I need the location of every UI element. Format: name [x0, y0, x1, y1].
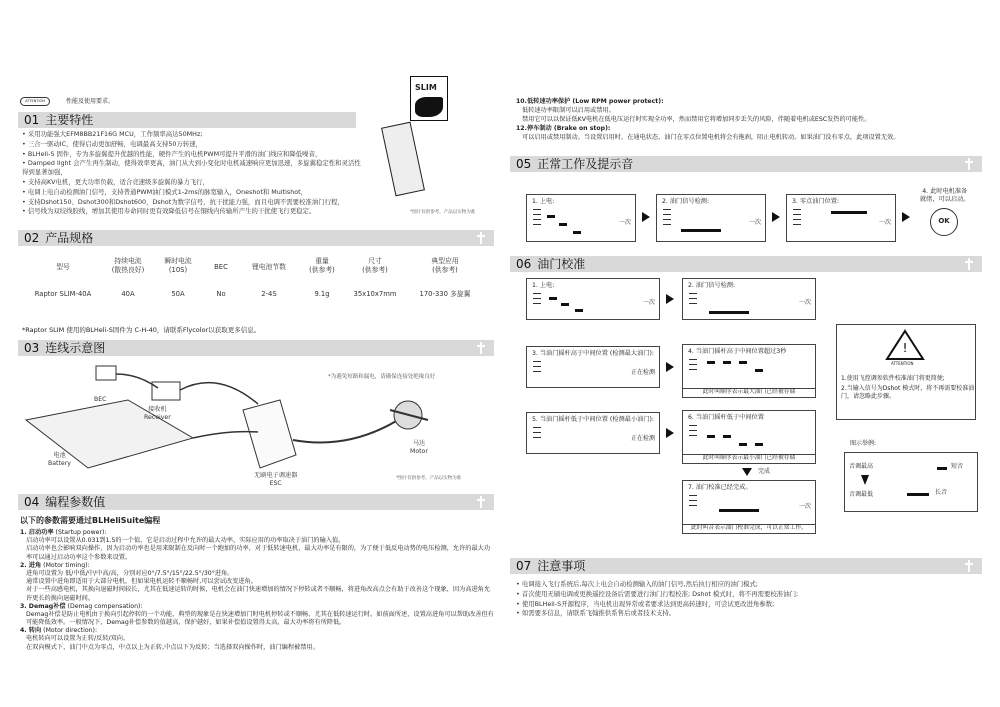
spec-note: *Raptor SLIM 使用的BLHeli-S固件为 C-H-40，请联系Flycolor以获取更多信息。 [22, 326, 261, 334]
tone-box-signal-detect: 2. 油门信号检测: 一次 [656, 194, 766, 242]
table-cell: 2-4S [261, 290, 277, 298]
arrow-icon [666, 294, 674, 304]
battery-label: 电池 Battery [48, 452, 71, 468]
note-line: 2.当输入信号为Dshot 模式时，将不再需要校准油门，请忽略此步骤。 [841, 385, 975, 401]
section-title: 连线示意图 [45, 340, 106, 355]
feature-list [22, 130, 362, 217]
table-cell: Raptor SLIM-40A [34, 290, 92, 298]
caption: 此时叫顺序表示最小油门已经被存储 [683, 454, 815, 463]
wiring-tip: *为避免短路和漏电，请确保连接处绝缘良好 [328, 374, 436, 380]
param-row: 禁用它可以以保证低KV电机在低电压运行时实现全功率，然而禁用它将增加同步丢失的风险，伴随着电机或ESC发热的可能性。 [522, 115, 871, 123]
calib-box-max-stored: 4. 当油门摇杆高于中间位置超过3秒 此时叫顺序表示最大油门已经被存储 [682, 344, 816, 398]
table-cell: 50A [171, 290, 185, 298]
section-number: 05 [516, 156, 532, 171]
legend-high: 音调最高 [849, 463, 874, 470]
section-title: 注意事项 [537, 558, 586, 573]
arrow-icon [642, 212, 650, 222]
table-cell: 170-330 多旋翼 [419, 290, 471, 298]
param-row: 1. 启动功率 (Startup power): [20, 529, 107, 536]
section-title: 产品规格 [45, 230, 94, 245]
detecting-label: 正在检测 [630, 369, 655, 376]
section-number: 07 [516, 558, 532, 573]
section-number: 02 [24, 230, 40, 245]
section-title: 编程参数值 [45, 494, 106, 509]
legend-title: 图示举例: [850, 440, 877, 447]
table-header: 型号 [56, 263, 70, 271]
section-deco-icon [962, 257, 976, 271]
caption: 此时叫音表示油门校准完成，可以正常工作。 [683, 524, 815, 533]
slim-logo: SLIM [415, 83, 437, 92]
arrow-icon [666, 362, 674, 372]
esc-board-image [381, 122, 425, 197]
param-row: 进角可设置为 低/中低/中/中高/高，分别对应0°/7.5°/15°/22.5°/30°进角。 [26, 569, 234, 577]
photo-note: *图片仅供参考，产品以实物为准 [410, 210, 476, 215]
photo-note: *图片仅供参考，产品以实物为准 [396, 476, 462, 481]
calib-box-detect-min: 5. 当油门摇杆低于中间位置 (检测最小油门): 正在检测 [526, 412, 660, 454]
product-image [370, 76, 488, 214]
attention-tail-text: 性能及使用要求。 [66, 98, 115, 105]
params-continued [516, 98, 982, 143]
section-07-header [510, 558, 982, 574]
wiring-diagram [18, 360, 494, 490]
section-03-header [18, 340, 494, 356]
arrow-icon [772, 212, 780, 222]
once-label: 一次 [798, 299, 811, 306]
eagle-graphic [415, 97, 443, 117]
section-deco-icon [474, 495, 488, 509]
once-label: 一次 [878, 219, 891, 226]
param-row: 启动功率也会影响双向操作，因为启动功率也是用来限制在反向时一个跑加的功率，对于低转速电机，最大功率是有限的，为了便于低反电动势的电压检测，允许的最大功率可以通过启动功率这个参数来设置。 [26, 545, 491, 561]
table-cell: No [216, 290, 226, 298]
param-row: 可以启用或禁用制动。当设置启用时，在通电状态，油门在零点位置电机将会有拖刹，阻止电机转动。如果油门没有零点，此项设置无效。 [522, 133, 900, 141]
list-item: • 如需要多信息，请联系飞翰推供系售后或者技术支持。 [516, 609, 676, 618]
table-header: 重量 (供参考) [309, 257, 335, 275]
up-down-arrow-icon [861, 475, 869, 485]
param-row: 10.低转速功率保护 (Low RPM power protect): [516, 98, 664, 105]
param-row: 3. Demag补偿 (Demag compensation): [20, 602, 143, 610]
list-item: • 支持Dshot150、Dshot300和Dshot600，Dshot为数字信号，抗干扰能力强，而且电调不需要校准油门行程， [22, 197, 344, 206]
calib-box-signal-detect: 2. 油门信号检测: 一次 [682, 278, 816, 320]
down-arrow-icon [742, 468, 752, 476]
notes-list [516, 580, 982, 619]
detecting-label: 正在检测 [630, 435, 655, 442]
warning-icon [885, 329, 925, 361]
tone-box-power-on: 1. 上电: 一次 [526, 194, 636, 242]
section-number: 04 [24, 494, 40, 509]
svg-text:!: ! [902, 341, 908, 355]
list-item: • 电调接入飞行系统后,每次上电会自动检测输入的油门信号,然后执行相应的油门模式; [516, 580, 759, 588]
table-header: 持续电流 (散热良好) [111, 257, 145, 275]
list-item: • 三合一驱动IC，使得启动更加舒畅，电调最高支持50万转速， [22, 139, 203, 148]
section-01-header [18, 112, 356, 128]
section-title: 正常工作及提示音 [537, 156, 634, 171]
ok-badge: OK [930, 208, 958, 236]
list-item: • BLHeli-S 固件，专为多旋翼提升优越的性能，硬件产生的电机PWM可提升平滑的油门线应和降低噪音， [22, 149, 322, 158]
section-number: 01 [24, 112, 40, 127]
attention-label: ATTENTION [891, 361, 914, 366]
once-label: 一次 [618, 219, 631, 226]
wiring-illustration [18, 360, 494, 490]
table-header: 典型应用 (供参考) [431, 257, 459, 275]
bec-label: BEC [94, 396, 107, 403]
section-deco-icon [962, 559, 976, 573]
once-label: 一次 [642, 299, 655, 306]
table-header: 锂电池节数 [252, 263, 286, 271]
calibration-notes [836, 324, 976, 420]
section-deco-icon [474, 341, 488, 355]
legend-short: 短音 [951, 463, 964, 470]
arrow-icon [902, 212, 910, 222]
once-label: 一次 [748, 219, 761, 226]
list-item: • 首次使用无刷电调或更换遥控设备后需要进行油门行程校准; Dshot 模式时，将不再需要校准油门; [516, 589, 799, 598]
legend-low: 音调最低 [849, 491, 874, 498]
esc-label: 无刷电子调速器 ESC [254, 472, 298, 488]
param-row: 4. 转向 (Motor direction): [20, 627, 98, 635]
calib-box-detect-max: 3. 当油门摇杆高于中间位置 (检测最大油门): 正在检测 [526, 346, 660, 388]
product-box-image [410, 76, 448, 121]
table-header: 尺寸 (供参考) [362, 257, 388, 275]
right-page [510, 88, 982, 689]
table-header: BEC [214, 263, 228, 271]
section-number: 03 [24, 340, 40, 355]
section-06-header [510, 256, 982, 272]
table-cell: 40A [121, 290, 135, 298]
tone-box-zero-throttle: 3. 零点油门位置: 一次 [786, 194, 896, 242]
param-row: 对于一些高感电机，其换向退磁时间较长，尤其在低速运转的时候，电机会在油门快速增加的情况下停转或者不顺畅，将进角改高点会有助于改善这个现象，因为高进角允许更长的换向退磁时间。 [26, 586, 491, 602]
section-deco-icon [962, 157, 976, 171]
list-item: • Damped light 会产生再生制动，使得效率更高，油门从大到小变化时电机减速响应更加迅速，多旋翼稳定性和灵活性得到显著加强， [22, 159, 361, 177]
param-row: 启动功率可以设置从0.031到1.5的一个值，它是启动过程中允许的最大功率，实际应用的功率取决于油门的输入值。 [26, 537, 345, 545]
list-item: • 电调上电自动检测油门信号，支持普通PWM油门模式1-2ms的脉宽输入，Oneshot和 Multishot， [22, 187, 308, 196]
receiver-label: 接收机 Receiver [144, 406, 171, 422]
section-deco-icon [474, 231, 488, 245]
list-item: • 采用功能强大EFM8BB21F16G MCU，工作频率高达50MHz; [22, 130, 203, 138]
param-row: 12.停车制动 (Brake on stop): [516, 124, 611, 132]
param-row: 电机转向可以设置为正转/反转/双向。 [26, 635, 130, 643]
attention-badge [20, 97, 50, 106]
left-page [18, 83, 494, 689]
list-item: • 使用BLHeli-S开源程序，当电机出现异常或者要求达到更高转速时，可尝试更改进角参数; [516, 599, 775, 608]
section-title: 油门校准 [537, 256, 586, 271]
table-cell: 35x10x7mm [353, 290, 397, 298]
section-number: 06 [516, 256, 532, 271]
table-header: 瞬时电流 (10S) [164, 257, 192, 275]
param-row: 通常设置中进角即适用于大部分电机，但如果电机运转不顺畅时,可以尝试改变进角。 [26, 578, 257, 586]
param-row: 在双向模式下，油门中点为零点，中点以上为正转,中点以下为反转；当选择双向操作时，油门编程被禁用。 [26, 643, 319, 651]
calib-box-min-stored: 6. 当油门摇杆低于中间位置 此时叫顺序表示最小油门已经被存储 [682, 410, 816, 464]
caption: 此时叫顺序表示最大油门已经被存储 [683, 388, 815, 397]
programming-subtitle: 以下的参数需要通过BLHeliSuite编程 [20, 516, 161, 525]
once-label: 一次 [798, 503, 811, 510]
list-item: • 信号线为双绞线胶线，增加其使用寿命同时更有效降低信号在铜线内传输所产生的干扰使飞行更稳定。 [22, 207, 316, 216]
tone-legend [844, 452, 978, 512]
param-row: Demag补偿是防止电机由于换向引起停转的一个功能，典型的现象是在快速增加门时电机停转或不顺畅，尤其在低转速运行时。如前面所述，设置高进角可以帮助改善但有可能降低效率。一般情况下，Demag补偿参数的值越高，保护越好，如果补偿值设置得太高，最大功率将有所降低。 [26, 610, 494, 627]
arrow-icon [666, 428, 674, 438]
attention-label: ATTENTION [25, 99, 45, 103]
motor-label: 马达 Motor [410, 440, 428, 456]
note-line: 1.使用飞控调参软件校准油门将更简便; [841, 375, 945, 382]
legend-long: 长音 [935, 489, 948, 496]
ready-text: 4. 此时电机准备 就绪，可以启动。 [920, 188, 970, 204]
section-05-header [510, 156, 982, 172]
programming-params [20, 529, 494, 652]
calib-box-power-on: 1. 上电: 一次 [526, 278, 660, 320]
complete-label: 完成 [758, 468, 771, 475]
param-row: 低转速功率限制可以启用或禁用。 [522, 106, 615, 114]
attention-row [18, 94, 318, 108]
section-title: 主要特性 [45, 112, 94, 127]
list-item: • 支持高KV电机，更大功率负载，适合竞速级多旋翼的暴力飞行， [22, 177, 209, 186]
section-04-header [18, 494, 494, 510]
page-top-margin [0, 0, 1000, 88]
section-02-header [18, 230, 494, 246]
spec-table [18, 254, 494, 304]
table-cell: 9.1g [314, 290, 330, 298]
param-row: 2. 进角 (Motor timing): [20, 561, 90, 569]
calib-box-done: 7. 油门校准已经完成。 一次 此时叫音表示油门校准完成，可以正常工作。 [682, 480, 816, 534]
